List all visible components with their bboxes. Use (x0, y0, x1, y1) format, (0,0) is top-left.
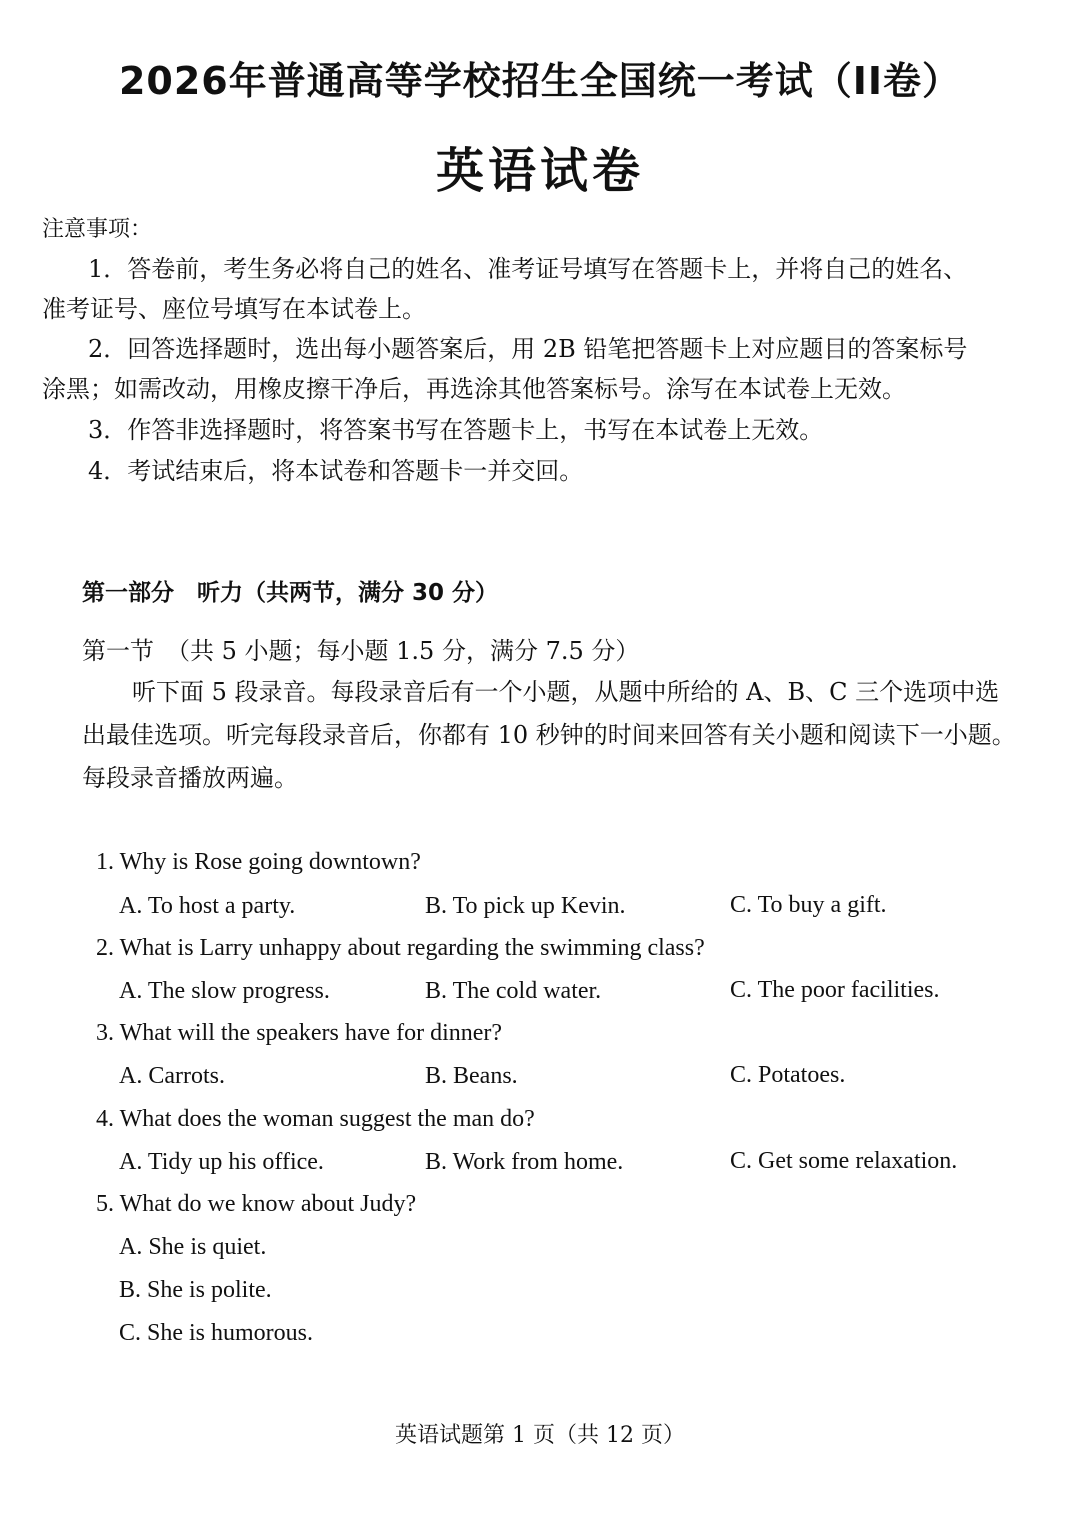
notice-item-1-line1: 1．答卷前，考生务必将自己的姓名、准考证号填写在答题卡上，并将自己的姓名、 (88, 255, 968, 283)
question-1-stem: 1. Why is Rose going downtown? (96, 849, 421, 875)
question-4-option-c: C. Get some relaxation. (730, 1148, 958, 1174)
question-3-option-b: B. Beans. (425, 1063, 518, 1089)
notice-item-3: 3．作答非选择题时，将答案书写在答题卡上，书写在本试卷上无效。 (88, 416, 824, 444)
section1-heading: 第一节 （共 5 小题；每小题 1.5 分，满分 7.5 分） (82, 637, 640, 665)
question-4-option-a: A. Tidy up his office. (119, 1149, 324, 1175)
instructions-line2: 出最佳选项。听完每段录音后，你都有 10 秒钟的时间来回答有关小题和阅读下一小题。 (82, 721, 1016, 749)
question-1-option-c: C. To buy a gift. (730, 892, 887, 918)
question-3-option-a: A. Carrots. (119, 1063, 225, 1089)
notice-item-1-line2: 准考证号、座位号填写在本试卷上。 (42, 295, 426, 323)
notice-item-2-line2: 涂黑；如需改动，用橡皮擦干净后，再选涂其他答案标号。涂写在本试卷上无效。 (42, 375, 906, 403)
question-1-option-b: B. To pick up Kevin. (425, 893, 626, 919)
question-3-stem: 3. What will the speakers have for dinner? (96, 1020, 503, 1046)
question-4-stem: 4. What does the woman suggest the man do? (96, 1106, 535, 1132)
question-2-option-a: A. The slow progress. (119, 978, 330, 1004)
notice-item-4: 4．考试结束后，将本试卷和答题卡一并交回。 (88, 457, 584, 485)
question-4-option-b: B. Work from home. (425, 1149, 624, 1175)
question-5-option-b: B. She is polite. (119, 1277, 272, 1303)
question-2-option-b: B. The cold water. (425, 978, 602, 1004)
question-1-option-a: A. To host a party. (119, 893, 296, 919)
notice-item-2-line1: 2．回答选择题时，选出每小题答案后，用 2B 铅笔把答题卡上对应题目的答案标号 (88, 335, 968, 363)
question-2-option-c: C. The poor facilities. (730, 977, 940, 1003)
question-5-option-c: C. She is humorous. (119, 1320, 314, 1346)
instructions-line1: 听下面 5 段录音。每段录音后有一个小题，从题中所给的 A、B、C 三个选项中选 (132, 678, 1000, 706)
notice-heading: 注意事项： (42, 217, 153, 242)
part1-heading: 第一部分 听力（共两节，满分 30 分） (82, 580, 499, 606)
page-footer: 英语试题第 1 页（共 12 页） (395, 1423, 685, 1448)
question-5-option-a: A. She is quiet. (119, 1234, 267, 1260)
instructions-line3: 每段录音播放两遍。 (82, 764, 298, 792)
exam-title: 2026年普通高等学校招生全国统一考试（II卷） (118, 59, 962, 103)
question-3-option-c: C. Potatoes. (730, 1062, 846, 1088)
question-5-stem: 5. What do we know about Judy? (96, 1191, 417, 1217)
subject-title: 英语试卷 (435, 143, 644, 199)
question-2-stem: 2. What is Larry unhappy about regarding the swimming class? (96, 935, 705, 961)
